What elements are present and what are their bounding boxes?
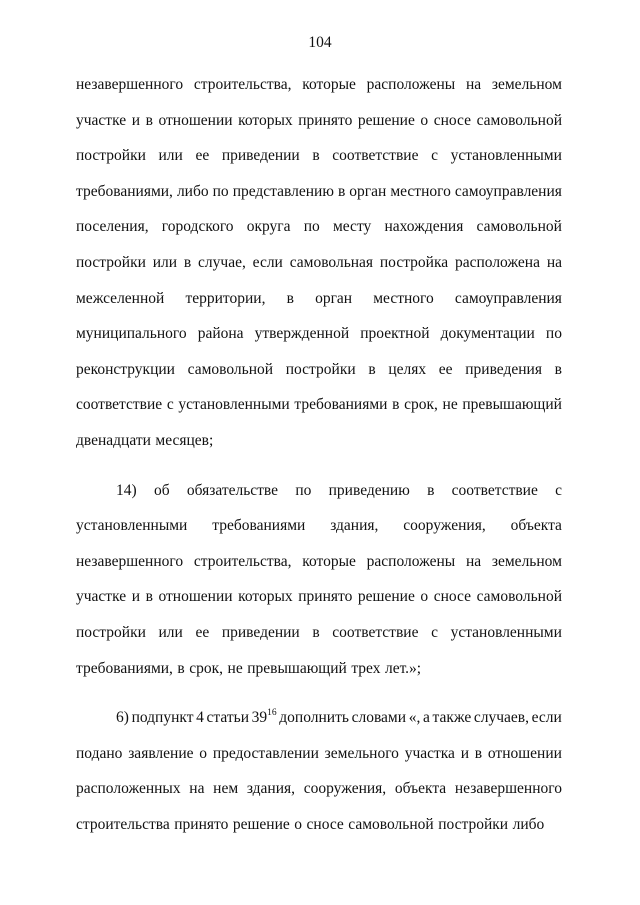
paragraph	[76, 67, 562, 459]
paragraph-gap	[76, 459, 562, 473]
paragraph-gap	[76, 686, 562, 700]
text-line: реконструкции самовольной постройки в целях ее приведения в	[76, 360, 562, 378]
text-line: муниципального района утвержденной проектной документации по	[76, 325, 562, 343]
text-line: расположенных на нем здания, сооружения, объекта незавершенного	[76, 780, 562, 798]
text-line: незавершенного строительства, которые расположены на земельном	[76, 552, 562, 570]
text-line: требованиями, либо по представлению в орган местного самоуправления	[76, 182, 562, 200]
text-line: установленными требованиями здания, сооружения, объекта	[76, 517, 562, 535]
text-line: подано заявление о предоставлении земельного участка и в отношении	[76, 744, 562, 762]
text-line: участке и в отношении которых принято решение о сносе самовольной	[76, 111, 562, 129]
text-line: участке и в отношении которых принято решение о сносе самовольной	[76, 588, 562, 606]
text-line: 14) об обязательстве по приведению в соответствие с	[116, 481, 562, 499]
text-line: поселения, городского округа по месту нахождения самовольной	[76, 218, 562, 236]
text-line: соответствие с установленными требованиями в срок, не превышающий	[76, 396, 562, 414]
text-line: постройки или ее приведении в соответствие с установленными	[76, 623, 562, 641]
text-line: незавершенного строительства, которые расположены на земельном	[76, 76, 562, 93]
text-line: двенадцати месяцев;	[76, 431, 214, 449]
text-line: постройки или в случае, если самовольная постройка расположена на	[76, 253, 562, 271]
document-body	[76, 67, 562, 842]
text-line: 6) подпункт 4 статьи $39^{16}$ дополнить словами «, а также случаев, если	[116, 707, 562, 727]
paragraph	[76, 700, 562, 842]
text-line: постройки или ее приведении в соответствие с установленными	[76, 147, 562, 165]
text-line: требованиями, в срок, не превышающий трех лет.»;	[76, 659, 422, 677]
text-line: строительства принято решение о сносе самовольной постройки либо	[76, 815, 545, 833]
paragraph	[76, 473, 562, 687]
page-number: 104	[308, 34, 332, 51]
text-line: межселенной территории, в орган местного самоуправления	[76, 289, 562, 307]
